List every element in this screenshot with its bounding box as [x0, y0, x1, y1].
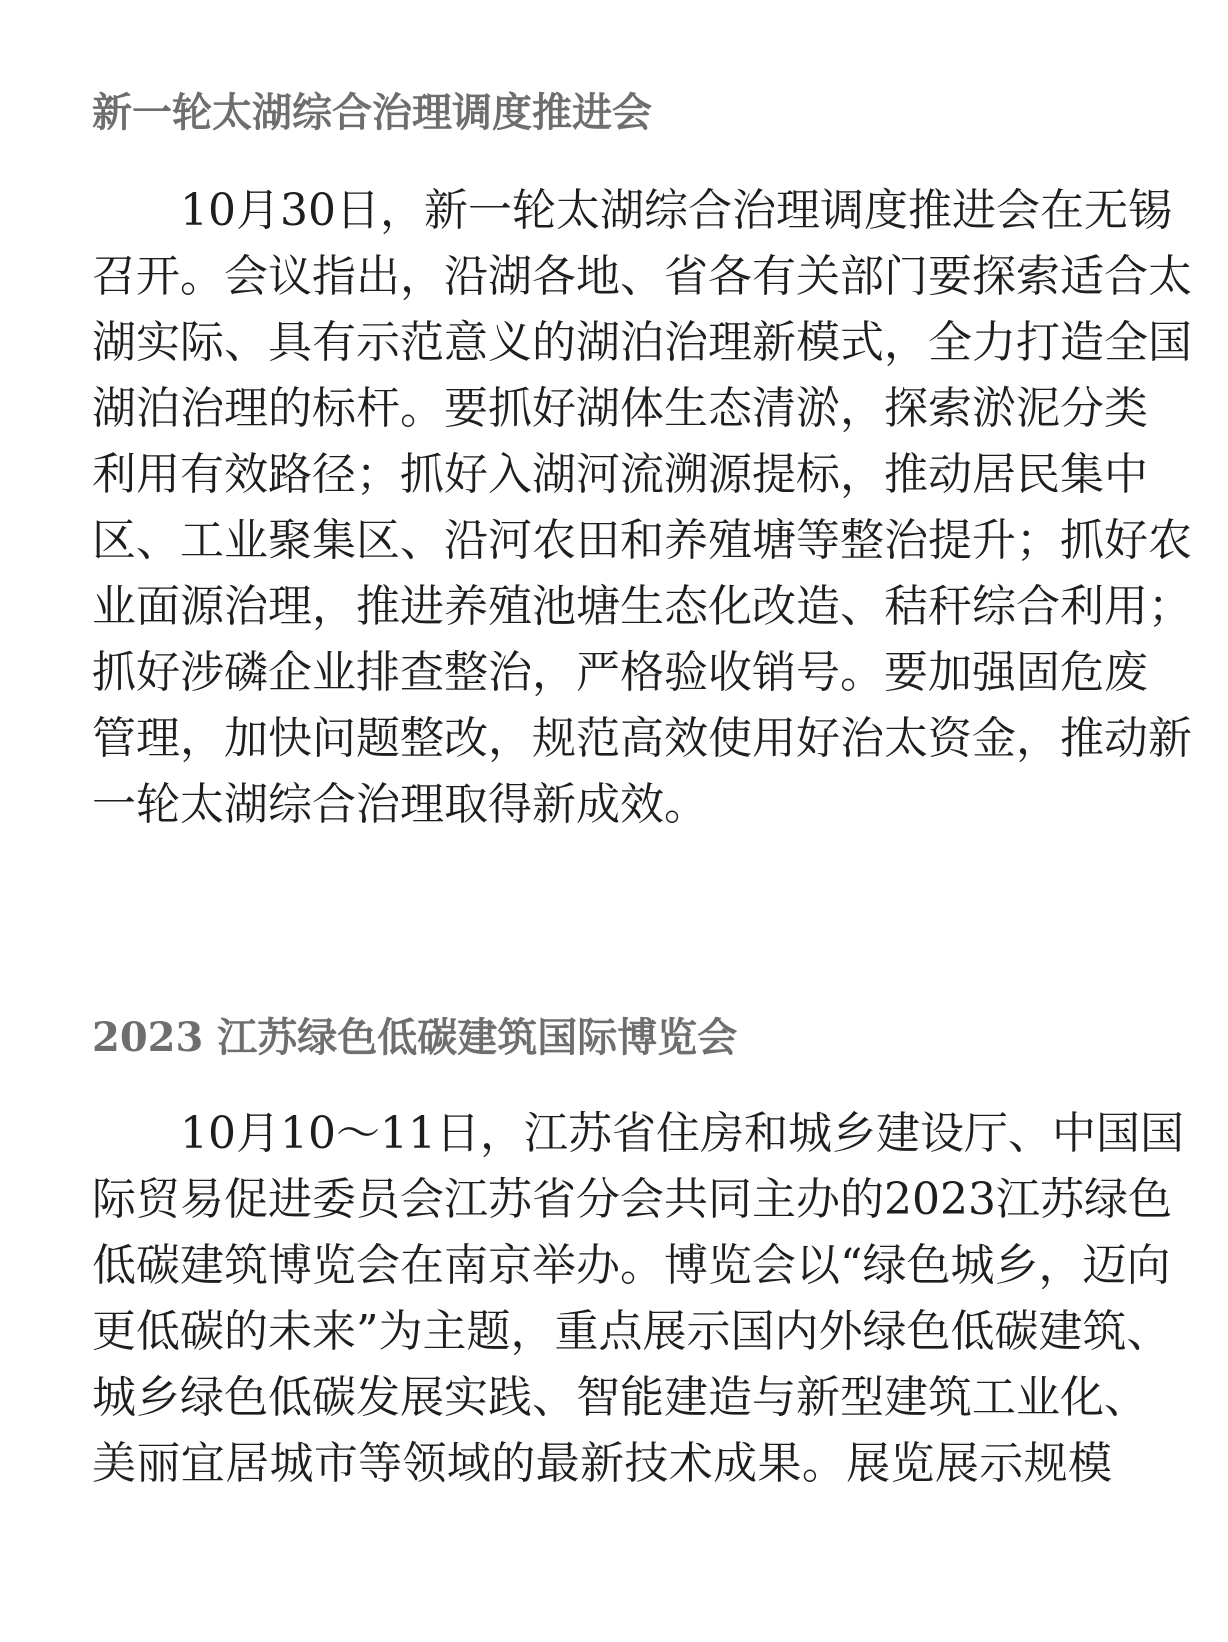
paragraph-line: 湖实际、具有示范意义的湖泊治理新模式，全力打造全国 — [92, 317, 1192, 368]
paragraph-line: 更低碳的未来”为主题，重点展示国内外绿色低碳建筑、 — [92, 1306, 1171, 1357]
paragraph-line: 抓好涉磷企业排查整治，严格验收销号。要加强固危废 — [92, 647, 1148, 698]
paragraph-line: 区、工业聚集区、沿河农田和养殖塘等整治提升；抓好农 — [92, 515, 1192, 566]
section-body-expo — [92, 1101, 1184, 1497]
paragraph-line: 10月30日，新一轮太湖综合治理调度推进会在无锡 — [180, 185, 1172, 236]
paragraph-line: 10月10～11日，江苏省住房和城乡建设厅、中国国 — [180, 1108, 1184, 1159]
paragraph-line: 一轮太湖综合治理取得新成效。 — [92, 779, 708, 830]
paragraph-line: 利用有效路径；抓好入湖河流溯源提标，推动居民集中 — [92, 449, 1148, 500]
paragraph-line: 湖泊治理的标杆。要抓好湖体生态清淤，探索淤泥分类 — [92, 383, 1148, 434]
paragraph-line: 际贸易促进委员会江苏省分会共同主办的2023江苏绿色 — [92, 1174, 1172, 1225]
section-heading-expo: 2023 江苏绿色低碳建筑国际博览会 — [92, 1014, 738, 1061]
paragraph-line: 低碳建筑博览会在南京举办。博览会以“绿色城乡，迈向 — [92, 1240, 1171, 1291]
paragraph-line: 业面源治理，推进养殖池塘生态化改造、秸秆综合利用； — [92, 581, 1192, 632]
section-body-taihu — [92, 178, 1192, 838]
paragraph-line: 召开。会议指出，沿湖各地、省各有关部门要探索适合太 — [92, 251, 1192, 302]
paragraph-line: 美丽宜居城市等领域的最新技术成果。展览展示规模 — [92, 1438, 1112, 1489]
paragraph-line: 管理，加快问题整改，规范高效使用好治太资金，推动新 — [92, 713, 1192, 764]
paragraph-line: 城乡绿色低碳发展实践、智能建造与新型建筑工业化、 — [92, 1372, 1148, 1423]
section-heading-taihu: 新一轮太湖综合治理调度推进会 — [92, 89, 652, 136]
